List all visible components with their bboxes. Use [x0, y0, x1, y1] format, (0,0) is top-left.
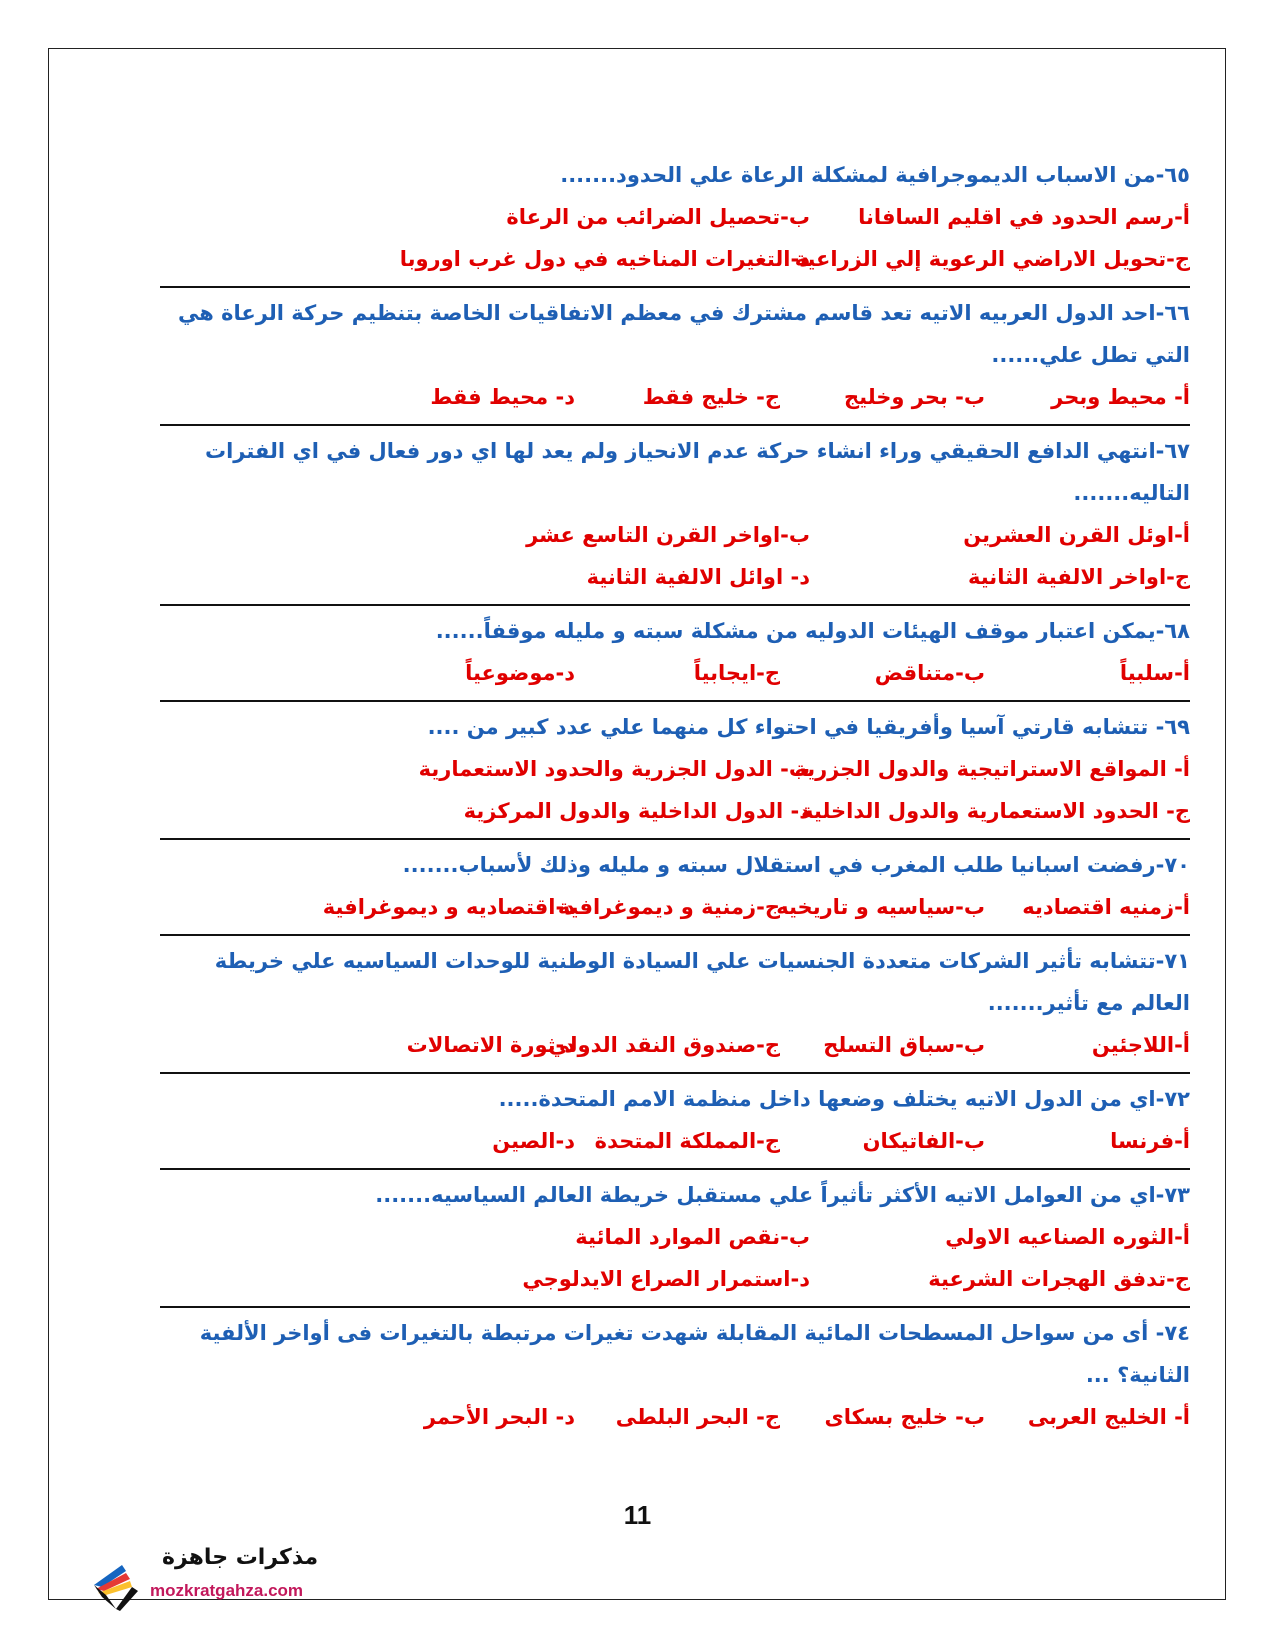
option-b: ب- بحر وخليج	[844, 385, 985, 409]
option-d: د- محيط فقط	[430, 385, 575, 409]
option-a: أ- المواقع الاستراتيجية والدول الجزرية	[794, 757, 1190, 781]
question-text: ٧٤- أى من سواحل المسطحات المائية المقابلة شهدت تغيرات مرتبطة بالتغيرات فى أواخر الألفية الثانية؟ ...	[199, 1321, 1190, 1387]
option-b: ب-الفاتيكان	[862, 1129, 985, 1153]
option-b: ب- الدول الجزرية والحدود الاستعمارية	[418, 757, 810, 781]
logo-arabic-text: مذكرات جاهزة	[162, 1545, 319, 1570]
question-text: ٦٩- تتشابه قارتي آسيا وأفريقيا في احتواء كل منهما علي عدد كبير من ....	[427, 715, 1190, 739]
question-66	[160, 288, 1190, 426]
option-c: ج-تحويل الاراضي الرعوية إلي الزراعية	[794, 247, 1190, 271]
question-text: ٦٨-يمكن اعتبار موقف الهيئات الدوليه من مشكلة سبته و مليله موقفاً......	[435, 619, 1190, 643]
option-c: ج-زمنية و ديموغرافية	[557, 895, 780, 919]
option-d: د-اقتصاديه و ديموغرافية	[322, 895, 575, 919]
option-a: أ-سلبياً	[1119, 661, 1190, 685]
option-d: د-موضوعياً	[465, 661, 575, 685]
option-a: أ-رسم الحدود في اقليم السافانا	[858, 205, 1190, 229]
option-a: أ-اوئل القرن العشرين	[963, 523, 1190, 547]
option-c: ج- البحر البلطى	[615, 1405, 780, 1429]
option-c: ج-تدفق الهجرات الشرعية	[928, 1267, 1190, 1291]
option-b: ب-تحصيل الضرائب من الرعاة	[506, 205, 810, 229]
question-65	[160, 150, 1190, 288]
question-71	[160, 936, 1190, 1074]
question-68	[160, 606, 1190, 702]
option-d: د-ثورة الاتصالات	[406, 1033, 575, 1057]
option-d: د-استمرار الصراع الايدلوجي	[522, 1267, 810, 1291]
option-d: د-التغيرات المناخيه في دول غرب اوروبا	[399, 247, 810, 271]
question-72	[160, 1074, 1190, 1170]
option-a: أ-الثوره الصناعيه الاولي	[945, 1225, 1190, 1249]
book-logo-icon	[92, 1551, 152, 1611]
option-b: ب-اواخر القرن التاسع عشر	[526, 523, 810, 547]
option-d: د- البحر الأحمر	[423, 1405, 575, 1429]
question-70	[160, 840, 1190, 936]
option-d: د-الصين	[492, 1129, 575, 1153]
question-67	[160, 426, 1190, 606]
question-text: ٧٣-اي من العوامل الاتيه الأكثر تأثيراً علي مستقبل خريطة العالم السياسيه.......	[375, 1183, 1190, 1207]
question-73	[160, 1170, 1190, 1308]
option-b: ب-متناقض	[874, 661, 985, 685]
option-d: د- الدول الداخلية والدول المركزية	[463, 799, 810, 823]
option-b: ب-نقص الموارد المائية	[575, 1225, 810, 1249]
question-text: ٧٠-رفضت اسبانيا طلب المغرب في استقلال سبته و مليله وذلك لأسباب.......	[402, 853, 1190, 877]
option-b: ب- خليج بسكاى	[824, 1405, 985, 1429]
option-b: ب-سباق التسلح	[823, 1033, 985, 1057]
question-text: ٦٦-احد الدول العربيه الاتيه تعد قاسم مشترك في معظم الاتفاقيات الخاصة بتنظيم حركة الرعاة هي التي تطل علي......	[178, 301, 1190, 367]
question-text: ٦٧-انتهي الدافع الحقيقي وراء انشاء حركة عدم الانحياز ولم يعد لها اي دور فعال في اي الفترات التاليه.......	[205, 439, 1190, 505]
option-c: ج- خليج فقط	[642, 385, 780, 409]
option-a: أ-فرنسا	[1110, 1129, 1190, 1153]
option-b: ب-سياسيه و تاريخيه	[776, 895, 985, 919]
option-d: د- اوائل الالفية الثانية	[586, 565, 810, 589]
option-c: ج-ايجابياً	[693, 661, 780, 685]
option-c: ج- الحدود الاستعمارية والدول الداخلية	[801, 799, 1190, 823]
questions-list	[160, 150, 1190, 1444]
question-text: ٦٥-من الاسباب الديموجرافية لمشكلة الرعاة علي الحدود.......	[560, 163, 1190, 187]
option-a: أ- الخليج العربى	[1027, 1405, 1190, 1429]
question-69	[160, 702, 1190, 840]
site-logo[interactable]	[92, 1545, 362, 1615]
option-c: ج-صندوق النقد الدولي	[548, 1033, 780, 1057]
option-a: أ-اللاجئين	[1091, 1033, 1190, 1057]
option-c: ج-اواخر الالفية الثانية	[968, 565, 1190, 589]
option-c: ج-المملكة المتحدة	[594, 1129, 780, 1153]
question-text: ٧١-تتشابه تأثير الشركات متعددة الجنسيات علي السيادة الوطنية للوحدات السياسيه علي خريطة العالم مع تأثير.......	[214, 949, 1190, 1015]
question-74	[160, 1308, 1190, 1444]
option-a: أ-زمنيه اقتصاديه	[1022, 895, 1190, 919]
logo-url[interactable]: mozkratgahza.com	[150, 1581, 304, 1600]
question-text: ٧٢-اي من الدول الاتيه يختلف وضعها داخل منظمة الامم المتحدة.....	[498, 1087, 1190, 1111]
page-number: 11	[623, 1500, 652, 1530]
option-a: أ- محيط وبحر	[1051, 385, 1190, 409]
